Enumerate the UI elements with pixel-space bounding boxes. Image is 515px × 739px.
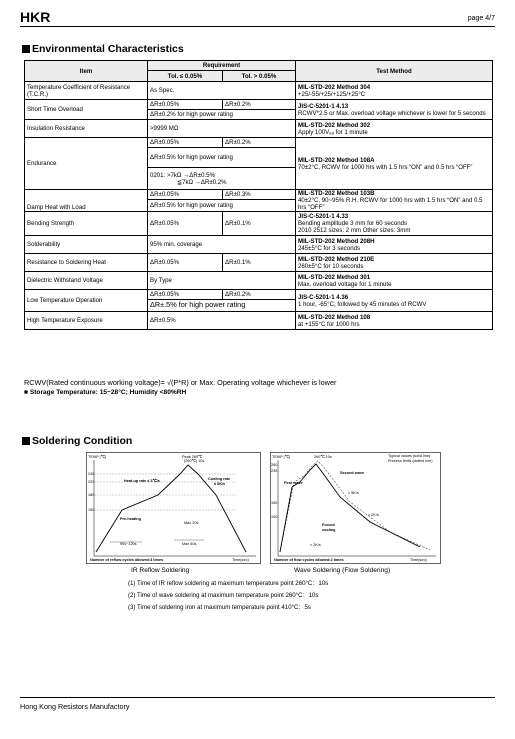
wave-peak-label: 260℃ 10s [314, 455, 332, 459]
row-req-c: ΔR±.5% for high power rating [148, 300, 296, 312]
wave-cycles-label: Number of flow cycles allowed:2 times [274, 558, 344, 562]
wave-time-label: Time(sec) [410, 558, 427, 562]
ir-heatup-label: Heat-up rate ≤ 3℃/s [124, 479, 160, 483]
row-test-method: JIS-C-5201-1 4.36 1 hour, -65°C, followed by 45 minutes of RCWV [296, 290, 493, 312]
row-requirement: ΔR±0.5% [148, 312, 296, 330]
ir-reflow-chart [86, 452, 261, 564]
wave-y-235: 235 [271, 469, 278, 473]
row-req-b: ΔR±0.2% [223, 138, 296, 148]
row-test-method: MIL-STD-202 Method 302 Apply 100V₉ₐ for 1 minute [296, 120, 493, 138]
soldering-section-title-text: Soldering Condition [32, 435, 133, 447]
square-bullet-icon [22, 45, 30, 53]
wave-soldering-chart [270, 452, 441, 564]
row-req-a: ΔR±0.05% [148, 190, 223, 200]
row-req-b: ΔR±0.2% [223, 290, 296, 300]
ir-peak-label: Peak 260℃ [182, 455, 203, 459]
row-test-method: MIL-STD-202 Method 210E 260±5°C for 10 seconds [296, 254, 493, 272]
ir-temp-label: TEMP (℃) [88, 455, 107, 459]
wave-rate-1: ≈ 5K/s [348, 491, 359, 495]
row-test-method: MIL-STD-202 Method 301 Max. overload voltage for 1 minute [296, 272, 493, 290]
row-requirement: >9999 MΩ [148, 120, 296, 138]
row-test-method: MIL-STD-202 Method 304 +25/-55/+25/+125/+25°C [296, 82, 493, 100]
wave-second-label: Second wave [340, 471, 365, 475]
row-item: Resistance to Soldering Heat [25, 254, 148, 272]
table-row [25, 254, 493, 272]
ir-y-150: 150 [88, 508, 95, 512]
soldering-time-3: (3) Time of soldering iron at maximum temperature point 410°C：5s [128, 604, 311, 611]
square-bullet-icon [22, 437, 30, 445]
ir-cooling-rate: ≤ 6K/s [214, 482, 226, 486]
page-number: page 4/7 [467, 15, 495, 22]
ir-cycles-label: Number of reflow cycles allowed:3 times [90, 558, 164, 562]
row-requirement: As Spec. [148, 82, 296, 100]
row-item: Low Temperature Operation [25, 290, 148, 312]
row-test-method: MIL-STD-202 Method 108A 70±2°C, RCWV for 1000 hrs with 1.5 hrs “ON” and 0.5 hrs “OFF” [296, 138, 493, 190]
wave-first-label: First wave [284, 481, 303, 485]
wave-rate-3: ≈ 2K/s [310, 543, 321, 547]
row-req-c: ΔR±0.5% for high power rating [148, 200, 296, 212]
wave-temp-label: TEMP (℃) [272, 455, 291, 459]
table-row [25, 100, 493, 110]
row-req-b: ΔR±0.2% [223, 100, 296, 110]
row-item: Dielectric Withstand Voltage [25, 272, 148, 290]
wave-y-260: 260 [271, 463, 278, 467]
ir-y-220: 220 [88, 480, 95, 484]
row-req-a: ΔR±0.05% [148, 212, 223, 236]
row-req-a: ΔR±0.05% [148, 254, 223, 272]
table-row [25, 272, 493, 290]
row-item: Damp Heat with Load [25, 190, 148, 212]
table-row [25, 312, 493, 330]
row-item: Temperature Coefficient of Resistance (T.C.R.) [25, 82, 148, 100]
ir-max20-label: Max 20s [184, 521, 199, 525]
wave-forced-cooling: cooling [322, 528, 336, 532]
row-req-a: ΔR±0.05% [148, 100, 223, 110]
row-req-b: ΔR±0.1% [223, 212, 296, 236]
soldering-time-2: (2) Time of wave soldering at maximum temperature point 260°C：10s [128, 592, 319, 599]
table-row [25, 236, 493, 254]
wave-rate-2: ≈ 2K/s [368, 513, 379, 517]
wave-legend-limits: Process limits (dotted line) [388, 459, 433, 463]
row-req-a: ΔR±0.05% [148, 138, 223, 148]
ir-preheat-label: Pre-heating [120, 517, 141, 521]
row-req-b: ΔR±0.3% [223, 190, 296, 200]
soldering-section-title [22, 435, 132, 447]
wave-forced-label: Forced [322, 523, 335, 527]
row-req-b: ΔR±0.1% [223, 254, 296, 272]
header-tol-high: Tol. > 0.05% [223, 71, 296, 82]
wave-caption: Wave Soldering (Flow Soldering) [294, 567, 391, 574]
storage-conditions: ■ Storage Temperature: 15~28°C; Humidity <80%RH [24, 389, 187, 396]
row-requirement: 95% min. coverage [148, 236, 296, 254]
company-name: Hong Kong Resistors Manufactory [20, 702, 130, 711]
wave-y-150: 150 [271, 501, 278, 505]
environmental-table [24, 60, 493, 330]
row-test-method: MIL-STD-202 Method 208H 245±5°C for 3 seconds [296, 236, 493, 254]
row-item: Endurance [25, 138, 148, 190]
row-item: Solderability [25, 236, 148, 254]
ir-preheat-time: 90s~120s [120, 542, 137, 546]
ir-cooling-label: Cooling rate [208, 477, 231, 481]
table-row [25, 120, 493, 138]
row-req-d: 0201: >7kΩ →ΔR±0.5% ≦7kΩ →ΔR±0.2% [148, 168, 296, 190]
table-row [25, 190, 493, 200]
header-requirement: Requirement [148, 61, 296, 71]
env-section-title [22, 43, 184, 55]
wave-legend-typical: Typical values (solid line) [388, 454, 431, 458]
row-item: High Temperature Exposure [25, 312, 148, 330]
env-section-title-text: Environmental Characteristics [32, 43, 184, 55]
ir-y-245: 245 [88, 472, 95, 476]
ir-peak-time-label: (260℃) 10s [184, 459, 205, 463]
rcwv-note: RCWV(Rated continuous working voltage)= √(P*R) or Max. Operating voltage whichever is lower [24, 378, 337, 387]
header-tol-low: Tol. ≤ 0.05% [148, 71, 223, 82]
row-test-method: MIL-STD-202 Method 103B 40±2°C, 90~95% R.H. RCWV for 1000 hrs with 1.5 hrs “ON” and 0.5 hrs “OFF” [296, 190, 493, 212]
row-test-method: MIL-STD-202 Method 108 at +155°C for 1000 hrs [296, 312, 493, 330]
row-item: Bending Strength [25, 212, 148, 236]
square-bullet-icon: ■ [24, 389, 30, 396]
row-test-method: JIS-C-5201-1 4.33 Bending amplitude 3 mm for 60 seconds 2010 2512 sizes: 2 mm Other sizes: 3mm [296, 212, 493, 236]
header-test-method: Test Method [296, 61, 493, 82]
soldering-time-1: (1) Time of IR reflow soldering at maximum temperature point 260°C：10s [128, 580, 329, 587]
footer-divider [20, 697, 495, 698]
table-row [25, 290, 493, 300]
row-req-c: ΔR±0.2% for high power rating [148, 110, 296, 120]
row-item: Insulation Resistance [25, 120, 148, 138]
table-row [25, 212, 493, 236]
row-req-a: ΔR±0.05% [148, 290, 223, 300]
ir-caption: IR Reflow Soldering [131, 567, 190, 574]
brand-title: HKR [20, 9, 51, 25]
table-row [25, 138, 493, 148]
row-test-method: JIS-C-5201-1 4.13 RCWV*2.5 or Max. overload voltage whichever is lower for 5 seconds [296, 100, 493, 120]
header-item: Item [25, 61, 148, 82]
table-row [25, 82, 493, 100]
ir-max60-label: Max 60s [182, 542, 197, 546]
header-divider [20, 26, 495, 27]
ir-y-180: 180 [88, 493, 95, 497]
row-item: Short Time Overload [25, 100, 148, 120]
row-requirement: By Type [148, 272, 296, 290]
row-req-c: ΔR±0.5% for high power rating [148, 148, 296, 168]
ir-time-label: Time(sec) [232, 558, 249, 562]
wave-y-100: 100 [271, 515, 278, 519]
